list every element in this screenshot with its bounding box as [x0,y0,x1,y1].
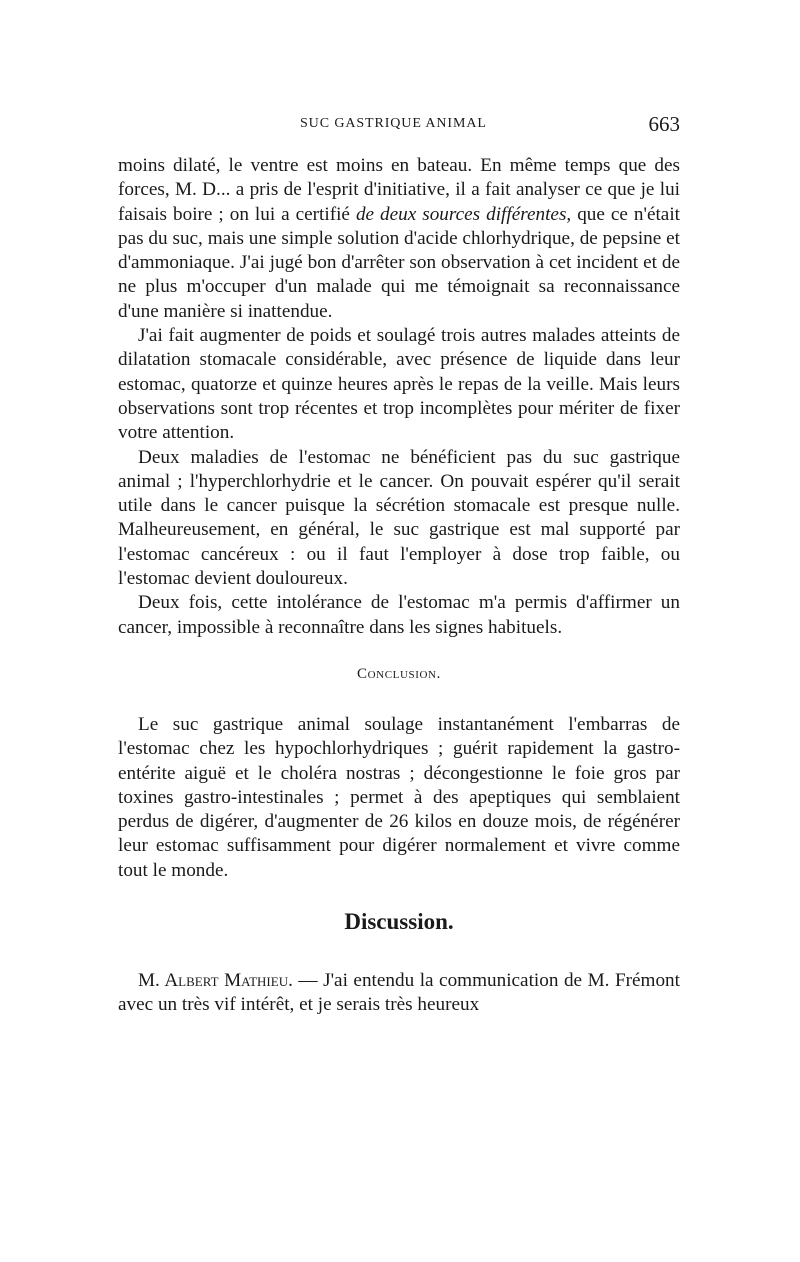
discussion-text: — J'ai entendu la communication de M. Frémont avec un très vif intérêt, et je serais très heureux [118,970,680,1016]
paragraph-text: Deux fois, cette intolérance de l'estomac m'a permis d'affirmer un cancer, impossible à reconnaître dans les signes habituels. [118,592,680,638]
body-text [118,154,680,1018]
paragraph-text: J'ai fait augmenter de poids et soulagé trois autres malades atteints de dilatation stomacale considérable, avec présence de liquide dans leur estomac, quatorze et quinze heures après le repas de la veille. Mais leurs observations sont trop récentes et trop incomplètes pour mériter de fixer votre attention. [118,325,680,444]
discussion-paragraph [118,969,680,1018]
discussion-heading: Discussion. [344,909,454,935]
paragraph-text: Deux maladies de l'estomac ne bénéficient pas du suc gastrique animal ; l'hyperchlorhydrie et le cancer. On pouvait espérer qu'il serait utile dans le cancer puisque la sécrétion stomacale est presque nulle. Malheureusement, en général, le suc gastrique est mal supporté par l'estomac cancéreux : ou il faut l'employer à dose trop faible, ou l'estomac devient douloureux. [118,446,680,590]
running-head [118,112,680,142]
paragraph [118,591,680,640]
paragraph-continuation [118,154,680,324]
paragraph [118,446,680,592]
paragraph-text: moins dilaté, le ventre est moins en bateau. En même temps que des forces, M. D... a pris de l'esprit d'initiative, il a fait analyser ce que je lui faisais boire ; on lui a certifié [118,155,680,225]
conclusion-paragraph: Le suc gastrique animal soulage instantanément l'embarras de l'estomac chez les hypochlorhydriques ; guérit rapidement la gastro-entérite aiguë et le choléra nostras ; décongestionne le foie gros par toxines gastro-intestinales ; permet à des apeptiques qui semblaient perdus de digérer, d'augmenter de 26 kilos en douze mois, de régénérer leur estomac suffisamment pour digérer normalement et vivre comme tout le monde. [118,713,680,881]
page [118,112,680,1018]
paragraph-text: , que ce n'était pas du suc, mais une simple solution d'acide chlorhydrique, de pepsine et d'ammoniaque. J'ai jugé bon d'arrêter son observation à cet incident et de ne plus m'occuper d'un malade qui me témoignait sa reconnaissance d'une manière si inattendue. [118,203,680,322]
paragraph [118,324,680,445]
italic-phrase: de deux sources différentes [355,203,567,225]
page-number: 663 [648,112,680,136]
running-title: SUC GASTRIQUE ANIMAL [300,116,487,131]
conclusion-heading: Conclusion. [357,665,441,682]
speaker-name: M. Albert Mathieu. [138,970,293,992]
